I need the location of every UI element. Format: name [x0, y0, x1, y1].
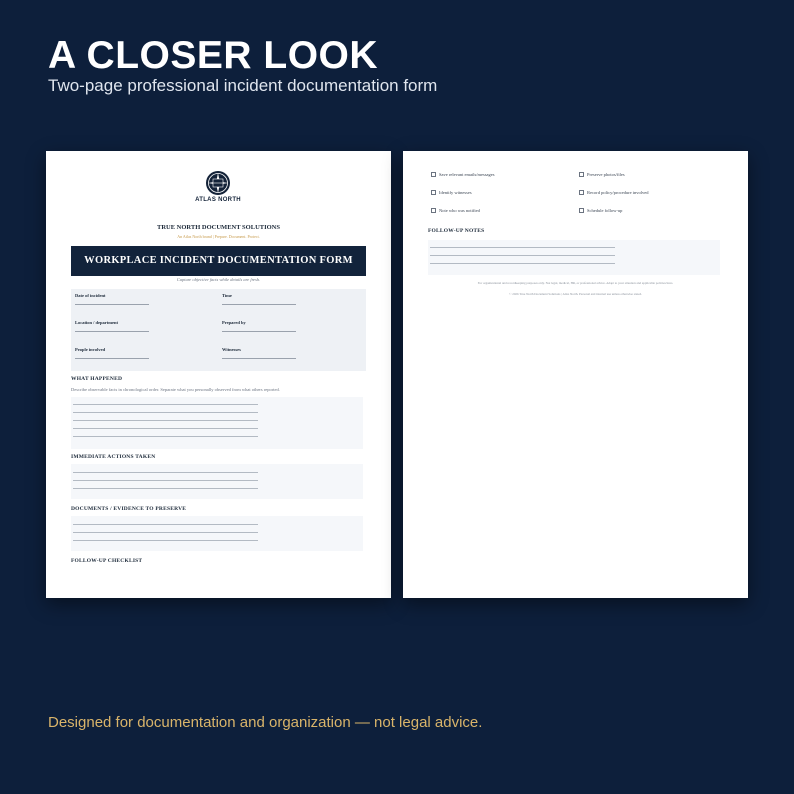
checkbox[interactable]	[431, 208, 436, 213]
what-happened-heading: WHAT HAPPENED	[71, 376, 123, 382]
writing-line	[430, 263, 615, 264]
subheadline: Two-page professional incident documentation form	[48, 76, 438, 95]
checklist-item[interactable]	[579, 208, 622, 213]
checklist-item-label: Preserve photos/files	[587, 172, 625, 177]
field-label: People involved	[75, 347, 106, 352]
form-instruction: Capture objective facts while details are fresh.	[176, 277, 261, 282]
checkbox[interactable]	[579, 208, 584, 213]
checkbox[interactable]	[431, 172, 436, 177]
followup-notes-box[interactable]	[428, 240, 720, 275]
field-label: Time	[222, 293, 232, 298]
logo	[194, 170, 242, 214]
checklist-item[interactable]	[431, 190, 472, 195]
checklist-item[interactable]	[579, 190, 648, 195]
field-location-department[interactable]	[75, 320, 149, 332]
checklist-item[interactable]	[431, 208, 480, 213]
logo-text: ATLAS NORTH	[195, 197, 241, 203]
field-time[interactable]	[222, 293, 296, 305]
field-date-of-incident[interactable]	[75, 293, 149, 305]
field-witnesses[interactable]	[222, 347, 296, 359]
checklist-item[interactable]	[579, 172, 625, 177]
field-label: Location / department	[75, 320, 118, 325]
writing-line	[73, 524, 258, 525]
checklist-item[interactable]	[431, 172, 494, 177]
field-label: Witnesses	[222, 347, 241, 352]
tagline: An Atlas North brand | Prepare. Document. Protect.	[177, 234, 260, 239]
writing-line	[73, 532, 258, 533]
form-page-2	[403, 151, 748, 598]
field-line	[75, 331, 149, 332]
field-line	[222, 331, 296, 332]
what-happened-notes[interactable]	[71, 397, 363, 449]
writing-line	[73, 428, 258, 429]
headline: A CLOSER LOOK	[48, 34, 379, 77]
field-line	[75, 304, 149, 305]
writing-line	[73, 412, 258, 413]
writing-line	[73, 472, 258, 473]
immediate-actions-heading: IMMEDIATE ACTIONS TAKEN	[71, 454, 156, 460]
writing-line	[73, 540, 258, 541]
form-page-1	[46, 151, 391, 598]
form-title: WORKPLACE INCIDENT DOCUMENTATION FORM	[71, 246, 366, 276]
checkbox[interactable]	[579, 172, 584, 177]
immediate-actions-notes[interactable]	[71, 464, 363, 499]
incident-fields	[71, 289, 366, 371]
documents-evidence-heading: DOCUMENTS / EVIDENCE TO PRESERVE	[71, 506, 187, 512]
writing-line	[430, 255, 615, 256]
what-happened-description: Describe observable facts in chronological order. Separate what you personally observed from what others reported.	[71, 387, 280, 392]
checklist-item-label: Record policy/procedure involved	[587, 190, 649, 195]
company-name: TRUE NORTH DOCUMENT SOLUTIONS	[157, 224, 280, 231]
followup-checklist-heading: FOLLOW-UP CHECKLIST	[71, 558, 143, 564]
checklist-item-label: Identify witnesses	[439, 190, 472, 195]
checklist-item-label: Note who was notified	[439, 208, 480, 213]
field-line	[222, 358, 296, 359]
compass-shield-logo-icon	[205, 170, 231, 196]
checkbox[interactable]	[579, 190, 584, 195]
field-people-involved[interactable]	[75, 347, 149, 359]
writing-line	[73, 488, 258, 489]
writing-line	[73, 420, 258, 421]
field-label: Prepared by	[222, 320, 246, 325]
field-label: Date of incident	[75, 293, 106, 298]
field-line	[75, 358, 149, 359]
field-prepared-by[interactable]	[222, 320, 296, 332]
checkbox[interactable]	[431, 190, 436, 195]
checklist-item-label: Save relevant emails/messages	[439, 172, 495, 177]
copyright-text: © 2026 True North Document Solutions | Atlas North. Personal and internal use unless otherwise stated.	[509, 292, 642, 296]
writing-line	[73, 404, 258, 405]
writing-line	[73, 480, 258, 481]
footer-note: Designed for documentation and organization — not legal advice.	[48, 714, 483, 731]
disclaimer-text: For organizational and recordkeeping purposes only. Not legal, medical, HR, or professional advice. Adapt to your situation and applicable policies/laws.	[477, 281, 674, 285]
writing-line	[73, 436, 258, 437]
checklist-item-label: Schedule follow-up	[587, 208, 623, 213]
documents-evidence-notes[interactable]	[71, 516, 363, 551]
followup-notes-heading: FOLLOW-UP NOTES	[428, 228, 485, 234]
field-line	[222, 304, 296, 305]
writing-line	[430, 247, 615, 248]
